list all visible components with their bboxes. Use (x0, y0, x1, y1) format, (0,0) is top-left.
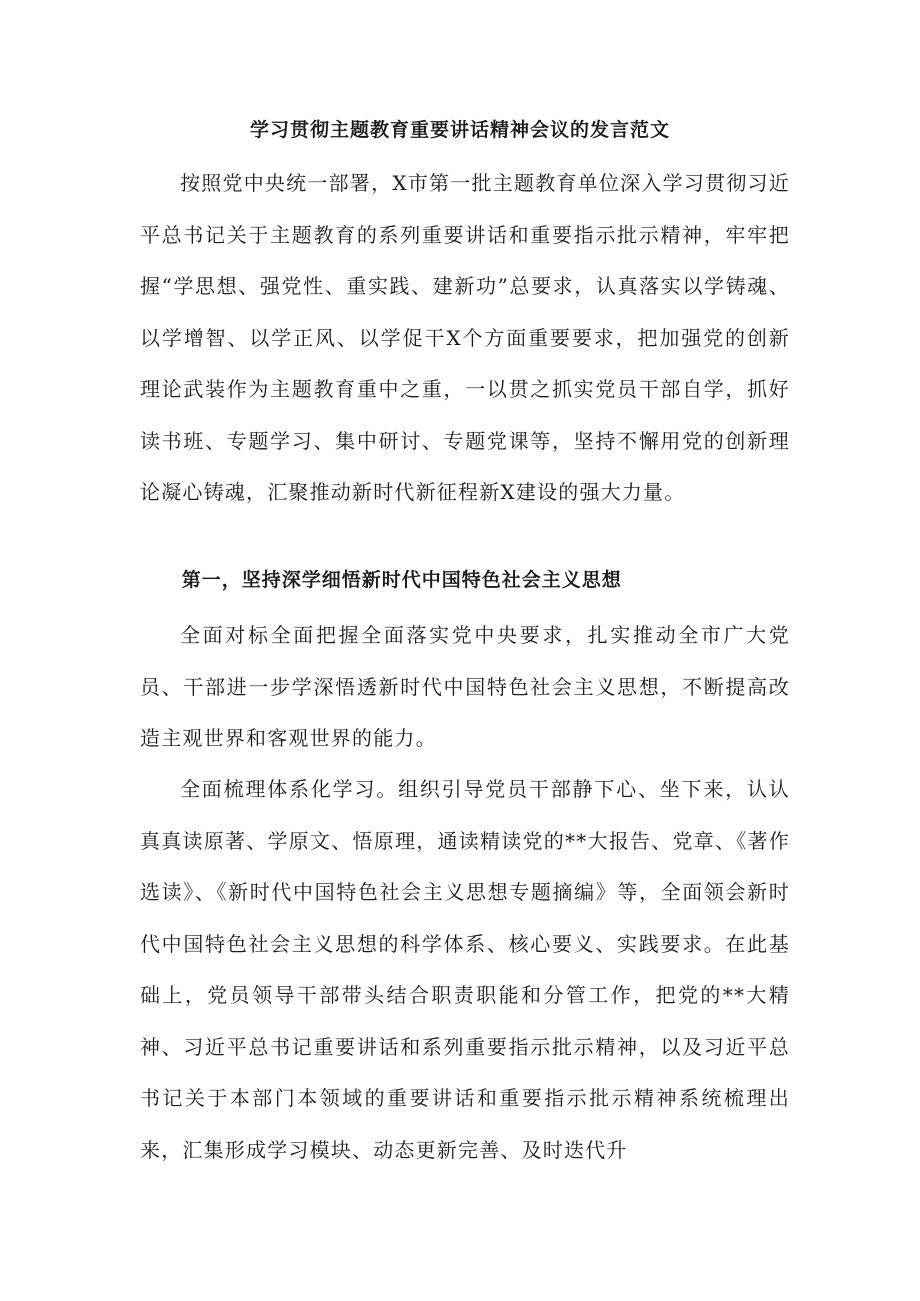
document-title: 学习贯彻主题教育重要讲话精神会议的发言范文 (249, 119, 670, 141)
intro-paragraph: 按照党中央统一部署，X市第一批主题教育单位深入学习贯彻习近平总书记关于主题教育的系列重要讲话和重要指示批示精神，牢牢把握“学思想、强党性、重实践、建新功”总要求，认真落实以学铸魂、以学增智、以学正风、以学促干X个方面重要要求，把加强党的创新理论武装作为主题教育重中之重，一以贯之抓实党员干部自学，抓好读书班、专题学习、集中研讨、专题党课等，坚持不懈用党的创新理论凝心铸魂，汇聚推动新时代新征程新X建设的强大力量。 (140, 171, 790, 504)
systematic-study-paragraph: 全面梳理体系化学习。组织引导党员干部静下心、坐下来，认认真真读原著、学原文、悟原理，通读精读党的**大报告、党章、《著作选读》、《新时代中国特色社会主义思想专题摘编》等，全面领会新时代中国特色社会主义思想的科学体系、核心要义、实践要求。在此基础上，党员领导干部带头结合职责职能和分管工作，把党的**大精神、习近平总书记重要讲话和系列重要指示批示精神，以及习近平总书记关于本部门本领域的重要讲话和重要指示批示精神系统梳理出来，汇集形成学习模块、动态更新完善、及时迭代升 (140, 777, 790, 1162)
section-1-paragraph: 全面对标全面把握全面落实党中央要求，扎实推动全市广大党员、干部进一步学深悟透新时代中国特色社会主义思想，不断提高改造主观世界和客观世界的能力。 (140, 623, 790, 750)
section-heading-1: 第一，坚持深学细悟新时代中国特色社会主义思想 (181, 569, 622, 591)
